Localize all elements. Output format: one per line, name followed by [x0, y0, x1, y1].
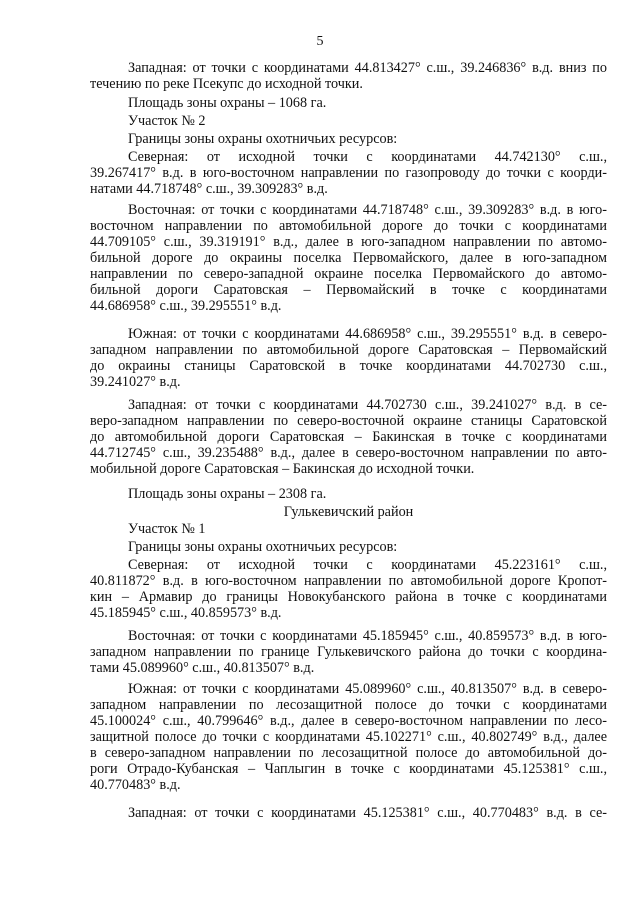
- text-line: натами 44.718748° с.ш., 39.309283° в.д.: [90, 181, 328, 197]
- text-line: направлении по северо-западной окраине поселка Первомайского до автомо-: [90, 266, 607, 282]
- paragraph: [90, 149, 607, 197]
- text-line: Площадь зоны охраны – 2308 га.: [128, 486, 327, 502]
- paragraph: [90, 202, 607, 314]
- text-line: Границы зоны охраны охотничьих ресурсов:: [128, 131, 398, 147]
- text-line: до окраины станицы Саратовской в точке координатами 44.702730 с.ш.,: [90, 358, 607, 374]
- text-line: Западная: от точки с координатами 44.813427° с.ш., 39.246836° в.д. вниз по: [128, 60, 607, 76]
- text-line: Восточная: от точки с координатами 45.185945° с.ш., 40.859573° в.д. в юго-: [128, 628, 607, 644]
- text-line: восточном направлении по автомобильной дороге до точки с координатами: [90, 218, 607, 234]
- text-line: бильной дороге до окраины поселка Первомайского, далее в юго-западном: [90, 250, 607, 266]
- text-line: Участок № 1: [128, 521, 206, 537]
- paragraph: [90, 397, 607, 477]
- text-line: Участок № 2: [128, 113, 206, 129]
- text-line: мобильной дороге Саратовская – Бакинская до исходной точки.: [90, 461, 475, 477]
- page-number: 5: [316, 34, 324, 49]
- text-line: Северная: от исходной точки с координатами 45.223161° с.ш.,: [128, 557, 607, 573]
- text-line: Гулькевичский район: [283, 504, 414, 520]
- paragraph: [90, 60, 607, 92]
- paragraph: [90, 486, 607, 502]
- text-line: защитной полосе до точки с координатами 45.102271° с.ш., 40.802749° в.д., далее: [90, 729, 607, 745]
- text-line: 40.770483° в.д.: [90, 777, 181, 793]
- text-line: 45.185945° с.ш., 40.859573° в.д.: [90, 605, 282, 621]
- text-line: 39.241027° в.д.: [90, 374, 181, 390]
- paragraph: [90, 681, 607, 793]
- paragraph: [90, 557, 607, 621]
- text-line: западном направлении по границе Гулькевичского района до точки с координа-: [90, 644, 607, 660]
- text-line: 44.712745° с.ш., 39.235488° в.д., далее в северо-восточном направлении по авто-: [90, 445, 607, 461]
- text-line: веро-западном направлении по северо-восточной окраине станицы Саратовской: [90, 413, 607, 429]
- text-line: Южная: от точки с координатами 44.686958° с.ш., 39.295551° в.д. в северо-: [128, 326, 607, 342]
- text-line: тами 45.089960° с.ш., 40.813507° в.д.: [90, 660, 315, 676]
- text-line: западном направлении по автомобильной дороге Саратовская – Первомайский: [90, 342, 607, 358]
- paragraph: [90, 628, 607, 676]
- text-line: бильной дороги Саратовская – Первомайский в точке с координатами: [90, 282, 607, 298]
- text-line: 45.100024° с.ш., 40.799646° в.д., далее в северо-восточном направлении по лесо-: [90, 713, 607, 729]
- paragraph: [90, 805, 607, 821]
- text-line: до автомобильной дороги Саратовская – Бакинская в точке с координатами: [90, 429, 607, 445]
- text-line: Западная: от точки с координатами 44.702730 с.ш., 39.241027° в.д. в се-: [128, 397, 607, 413]
- text-line: кин – Армавир до границы Новокубанского района в точке с координатами: [90, 589, 607, 605]
- paragraph: [90, 504, 607, 520]
- text-line: 40.811872° в.д. в юго-восточном направлении по автомобильной дороге Кропот-: [90, 573, 607, 589]
- paragraph: [90, 113, 607, 129]
- text-line: в северо-западном направлении по лесозащитной полосе до автомобильной до-: [90, 745, 607, 761]
- text-line: Границы зоны охраны охотничьих ресурсов:: [128, 539, 398, 555]
- text-line: западном направлении по лесозащитной полосе до точки с координатами: [90, 697, 607, 713]
- text-line: Южная: от точки с координатами 45.089960° с.ш., 40.813507° в.д. в северо-: [128, 681, 607, 697]
- text-line: Площадь зоны охраны – 1068 га.: [128, 95, 327, 111]
- text-line: 44.686958° с.ш., 39.295551° в.д.: [90, 298, 282, 314]
- text-line: Восточная: от точки с координатами 44.718748° с.ш., 39.309283° в.д. в юго-: [128, 202, 607, 218]
- text-line: Западная: от точки с координатами 45.125381° с.ш., 40.770483° в.д. в се-: [128, 805, 607, 821]
- paragraph: [90, 521, 607, 537]
- text-line: 39.267417° в.д. в юго-восточном направлении по газопроводу до точки с коорди-: [90, 165, 607, 181]
- paragraph: [90, 539, 607, 555]
- text-line: Северная: от исходной точки с координатами 44.742130° с.ш.,: [128, 149, 607, 165]
- paragraph: [90, 326, 607, 390]
- paragraph: [90, 95, 607, 111]
- text-line: 44.709105° с.ш., 39.319191° в.д., далее в юго-западном направлении по автомо-: [90, 234, 607, 250]
- text-line: течению по реке Псекупс до исходной точки.: [90, 76, 363, 92]
- paragraph: [90, 131, 607, 147]
- text-line: роги Отрадо-Кубанская – Чаплыгин в точке с координатами 45.125381° с.ш.,: [90, 761, 607, 777]
